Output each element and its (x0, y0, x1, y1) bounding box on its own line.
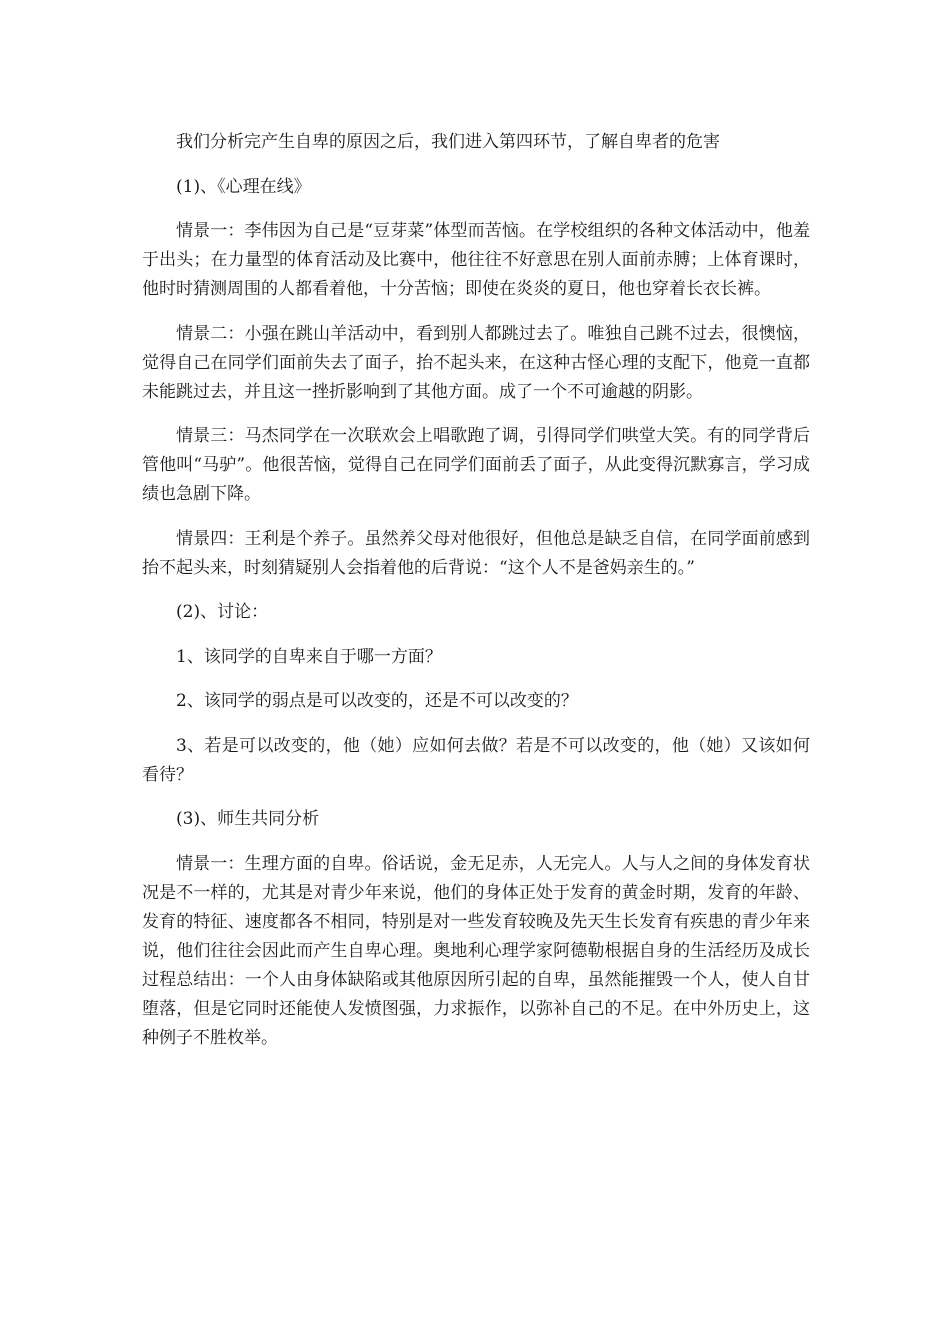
question-3: 3、若是可以改变的，他（她）应如何去做？若是不可以改变的，他（她）又该如何看待？ (142, 735, 810, 785)
section-heading-1: (1)、《心理在线》 (176, 176, 311, 197)
scenario-paragraph-1: 情景一：李伟因为自己是“豆芽菜”体型而苦恼。在学校组织的各种文体活动中，他羞于出头；在力量型的体育活动及比赛中，他往往不好意思在别人面前赤膊；上体育课时，他时时猜测周围的人都看着他，十分苦恼；即使在炎炎的夏日，他也穿着长衣长裤。 (142, 221, 810, 299)
section-heading-3: (3)、师生共同分析 (176, 809, 320, 829)
analysis-paragraph-1: 情景一：生理方面的自卑。俗话说，金无足赤，人无完人。人与人之间的身体发育状况是不一样的，尤其是对青少年来说，他们的身体正处于发育的黄金时期，发育的年龄、发育的特征、速度都各不相同，特别是对一些发育较晚及先天生长发育有疾患的青少年来说，他们往往会因此而产生自卑心理。奥地利心理学家阿德勒根据自身的生活经历及成长过程总结出：一个人由身体缺陷或其他原因所引起的自卑，虽然能摧毁一个人，使人自甘堕落，但是它同时还能使人发愤图强，力求振作，以弥补自己的不足。在中外历史上，这种例子不胜枚举。 (142, 853, 810, 1048)
intro-paragraph: 我们分析完产生自卑的原因之后，我们进入第四环节，了解自卑者的危害 (176, 132, 720, 152)
section-heading-2: (2)、讨论： (176, 602, 269, 622)
scenario-paragraph-4: 情景四：王利是个养子。虽然养父母对他很好，但他总是缺乏自信，在同学面前感到抬不起头来，时刻猜疑别人会指着他的后背说：“这个人不是爸妈亲生的。” (142, 528, 810, 578)
scenario-paragraph-2: 情景二：小强在跳山羊活动中，看到别人都跳过去了。唯独自己跳不过去，很懊恼，觉得自己在同学们面前失去了面子，抬不起头来，在这种古怪心理的支配下，他竟一直都未能跳过去，并且这一挫折影响到了其他方面。成了一个不可逾越的阴影。 (142, 323, 810, 402)
scenario-paragraph-3: 情景三：马杰同学在一次联欢会上唱歌跑了调，引得同学们哄堂大笑。有的同学背后管他叫“马驴”。他很苦恼，觉得自己在同学们面前丢了面子，从此变得沉默寡言，学习成绩也急剧下降。 (142, 426, 810, 504)
question-2: 2、该同学的弱点是可以改变的，还是不可以改变的？ (176, 691, 578, 711)
document-page (142, 128, 810, 1068)
question-1: 1、该同学的自卑来自于哪一方面？ (176, 646, 442, 667)
